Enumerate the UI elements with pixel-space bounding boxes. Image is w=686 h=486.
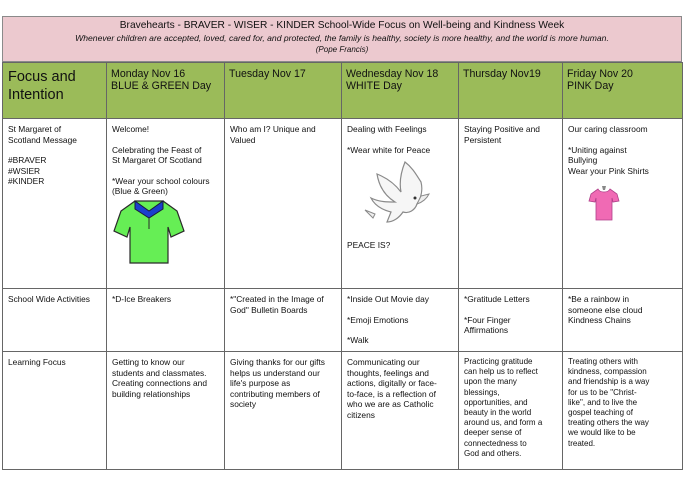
monday-learning-line: building relationships: [112, 388, 191, 399]
header-tuesday-day: Tuesday Nov 17: [229, 68, 306, 80]
wednesday-learning-line: who we are as Catholic: [347, 399, 434, 410]
header-monday-cell: [107, 63, 225, 119]
friday-uniting-line1: *Uniting against: [568, 144, 627, 155]
thursday-activity-finger-line2: Affirmations: [464, 325, 509, 336]
learning-row: [3, 352, 683, 470]
monday-wear-line1: *Wear your school colours: [112, 175, 210, 186]
monday-learning-line: students and classmates.: [112, 367, 207, 378]
activities-monday-cell: [107, 289, 225, 352]
monday-wear-line2: (Blue & Green): [112, 186, 168, 197]
banner-quote: Whenever children are accepted, loved, cared for, and protected, the family is healthy, society is more healthy, and the world is more human.: [75, 33, 609, 43]
monday-feast-line2: St Margaret Of Scotland: [112, 155, 202, 166]
thursday-learning-line: Practicing gratitude: [464, 357, 533, 366]
tuesday-learning-line: society: [230, 399, 257, 410]
header-row: [3, 63, 683, 119]
activities-label-cell: [3, 289, 107, 352]
thursday-learning-line: can help us to reflect: [464, 367, 538, 377]
tuesday-activity-line2: God" Bulletin Boards: [230, 304, 308, 315]
monday-activity: *D-Ice Breakers: [112, 294, 172, 304]
friday-learning-line: treated.: [568, 438, 596, 448]
tag-kinder: #KINDER: [8, 176, 45, 187]
wednesday-learning-line: to-face, is a reflection of: [347, 388, 436, 399]
friday-learning-line: and friendship is a way: [568, 377, 650, 387]
peace-dove-icon: [357, 158, 437, 240]
header-wednesday-theme: WHITE Day: [346, 80, 402, 92]
wednesday-learning-line: Communicating our: [347, 357, 420, 367]
monday-learning-line: Getting to know our: [112, 357, 185, 367]
friday-learning-line: Treating others with: [568, 357, 638, 366]
learning-label: Learning Focus: [8, 357, 66, 367]
message-monday-cell: [107, 119, 225, 289]
tuesday-theme-line1: Who am I? Unique and: [230, 124, 316, 134]
message-label-cell: [3, 119, 107, 289]
header-monday-day: Monday Nov 16: [111, 68, 186, 80]
activities-tuesday-cell: [225, 289, 342, 352]
wednesday-learning-line: actions, digitally or face-: [347, 378, 437, 389]
activities-row: [3, 289, 683, 352]
header-thursday-day: Thursday Nov19: [463, 68, 541, 80]
learning-monday-cell: [107, 352, 225, 470]
learning-tuesday-cell: [225, 352, 342, 470]
friday-learning-line: for us to be "Christ-: [568, 387, 637, 397]
header-wednesday-cell: [342, 63, 459, 119]
thursday-learning-line: God and others.: [464, 448, 522, 458]
header-friday-theme: PINK Day: [567, 80, 614, 92]
learning-wednesday-cell: [342, 352, 459, 470]
wednesday-theme: Dealing with Feelings: [347, 124, 427, 134]
wednesday-learning-line: citizens: [347, 409, 375, 420]
tuesday-learning-line: Giving thanks for our gifts: [230, 357, 325, 367]
header-tuesday-cell: [225, 63, 342, 119]
friday-theme: Our caring classroom: [568, 124, 648, 134]
thursday-learning-line: around us, and form a: [464, 418, 543, 428]
wednesday-learning-line: thoughts, feelings and: [347, 367, 429, 378]
learning-label-cell: [3, 352, 107, 470]
thursday-activity-letters: *Gratitude Letters: [464, 294, 530, 304]
friday-activity-line3: Kindness Chains: [568, 315, 631, 326]
schedule-table: [2, 62, 683, 470]
message-wednesday-cell: [342, 119, 459, 289]
wednesday-activity-movie: *Inside Out Movie day: [347, 294, 429, 304]
message-label-line2: Scotland Message: [8, 134, 77, 145]
learning-thursday-cell: [459, 352, 563, 470]
thursday-learning-line: deeper sense of: [464, 428, 522, 438]
tag-wsier: #WSIER: [8, 165, 41, 176]
header-focus-line2: Intention: [8, 87, 64, 103]
header-monday-theme: BLUE & GREEN Day: [111, 80, 212, 92]
thursday-theme-line1: Staying Positive and: [464, 124, 540, 134]
header-focus-cell: [3, 63, 107, 119]
message-thursday-cell: [459, 119, 563, 289]
wednesday-activity-walk: *Walk: [347, 335, 369, 346]
banner-title: Bravehearts - BRAVER - WISER - KINDER School-Wide Focus on Well-being and Kindness Week: [119, 20, 565, 31]
learning-friday-cell: [563, 352, 683, 470]
message-tuesday-cell: [225, 119, 342, 289]
thursday-learning-line: blessings,: [464, 387, 500, 397]
header-thursday-cell: [459, 63, 563, 119]
message-row: [3, 119, 683, 289]
header-friday-cell: [563, 63, 683, 119]
wednesday-wear: *Wear white for Peace: [347, 144, 431, 155]
header-friday-day: Friday Nov 20: [567, 68, 633, 80]
thursday-learning-line: opportunities, and: [464, 397, 528, 407]
tag-braver: #BRAVER: [8, 155, 47, 166]
title-banner: [2, 16, 682, 62]
activities-friday-cell: [563, 289, 683, 352]
message-friday-cell: [563, 119, 683, 289]
header-focus-line1: Focus and: [8, 69, 76, 85]
activities-thursday-cell: [459, 289, 563, 352]
friday-activity-line1: *Be a rainbow in: [568, 294, 629, 304]
activities-wednesday-cell: [342, 289, 459, 352]
thursday-theme-line2: Persistent: [464, 134, 502, 145]
friday-learning-line: kindness, compassion: [568, 367, 647, 377]
wednesday-activity-emoji: *Emoji Emotions: [347, 314, 409, 325]
tuesday-learning-line: contributing members of: [230, 388, 320, 399]
monday-feast-line1: Celebrating the Feast of: [112, 144, 202, 155]
tuesday-activity-line1: *"Created in the Image of: [230, 294, 324, 304]
activities-label: School Wide Activities: [8, 294, 90, 304]
tuesday-theme-line2: Valued: [230, 134, 256, 145]
monday-welcome: Welcome!: [112, 124, 150, 134]
pink-tshirt-icon: [588, 186, 620, 222]
friday-uniting-line2: Bullying: [568, 155, 598, 166]
friday-learning-line: we would like to be: [568, 428, 636, 438]
message-label-line1: St Margaret of: [8, 124, 62, 134]
wednesday-peace-question: PEACE IS?: [347, 240, 391, 251]
tuesday-learning-line: helps us understand our: [230, 367, 320, 378]
thursday-learning-line: beauty in the world: [464, 408, 532, 418]
monday-learning-line: Creating connections and: [112, 378, 207, 389]
thursday-learning-line: upon the many: [464, 377, 517, 387]
friday-wear: Wear your Pink Shirts: [568, 165, 649, 176]
thursday-learning-line: connectedness to: [464, 438, 527, 448]
friday-activity-line2: someone else cloud: [568, 304, 643, 315]
friday-learning-line: treating others the way: [568, 418, 649, 428]
tuesday-learning-line: life's purpose as: [230, 378, 291, 389]
thursday-activity-finger-line1: *Four Finger: [464, 314, 511, 325]
friday-learning-line: gospel teaching of: [568, 408, 633, 418]
friday-learning-line: like", and to live the: [568, 397, 638, 407]
green-polo-shirt-icon: [113, 197, 185, 267]
banner-attribution: (Pope Francis): [315, 45, 369, 54]
header-wednesday-day: Wednesday Nov 18: [346, 68, 439, 80]
